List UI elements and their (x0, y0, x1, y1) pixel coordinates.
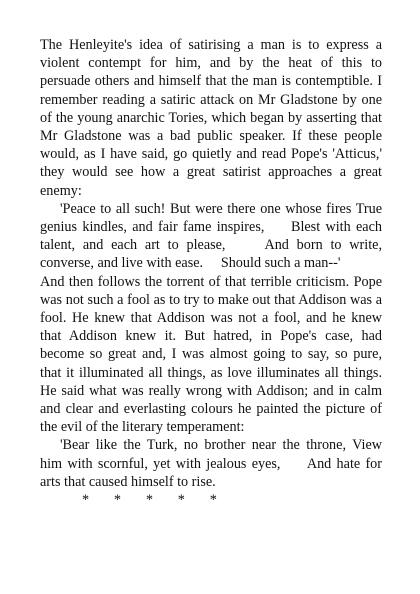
verse-quote-atticus: 'Peace to all such! But were there one whose fires True genius kindles, and fair fame inspires, Blest with each talent, and each art to please, And born to write, converse, and live with ease. Should such a man--' (40, 200, 382, 272)
body-paragraph-criticism: And then follows the torrent of that terrible criticism. Pope was not such a fool as to try to make out that Addison was a fool. He knew that Addison was not a fool, and he knew that Addison knew it. But hatred, in Pope's case, had become so great and, I was almost going to say, so pure, that it illuminated all things, as love illuminates all things. He said what was really wrong with Addison; and in calm and clear and everlasting colours he painted the picture of the evil of the literary temperament: (40, 273, 382, 436)
document-page (40, 36, 382, 509)
section-break-asterisks: * * * * * (82, 492, 217, 509)
verse-quote-turk: 'Bear like the Turk, no brother near the throne, View him with scornful, yet with jealous eyes, And hate for arts that caused himself to rise. (40, 437, 382, 490)
body-paragraph-satire: The Henleyite's idea of satirising a man is to express a violent contempt for him, and by the heat of this to persuade others and himself that the man is contemptible. I remember reading a satiric attack on Mr Gladstone by one of the young anarchic Tories, which began by asserting that Mr Gladstone was a bad public speaker. If these people would, as I have said, go quietly and read Pope's 'Atticus,' they would see how a great satirist approaches a great enemy: (40, 37, 382, 199)
